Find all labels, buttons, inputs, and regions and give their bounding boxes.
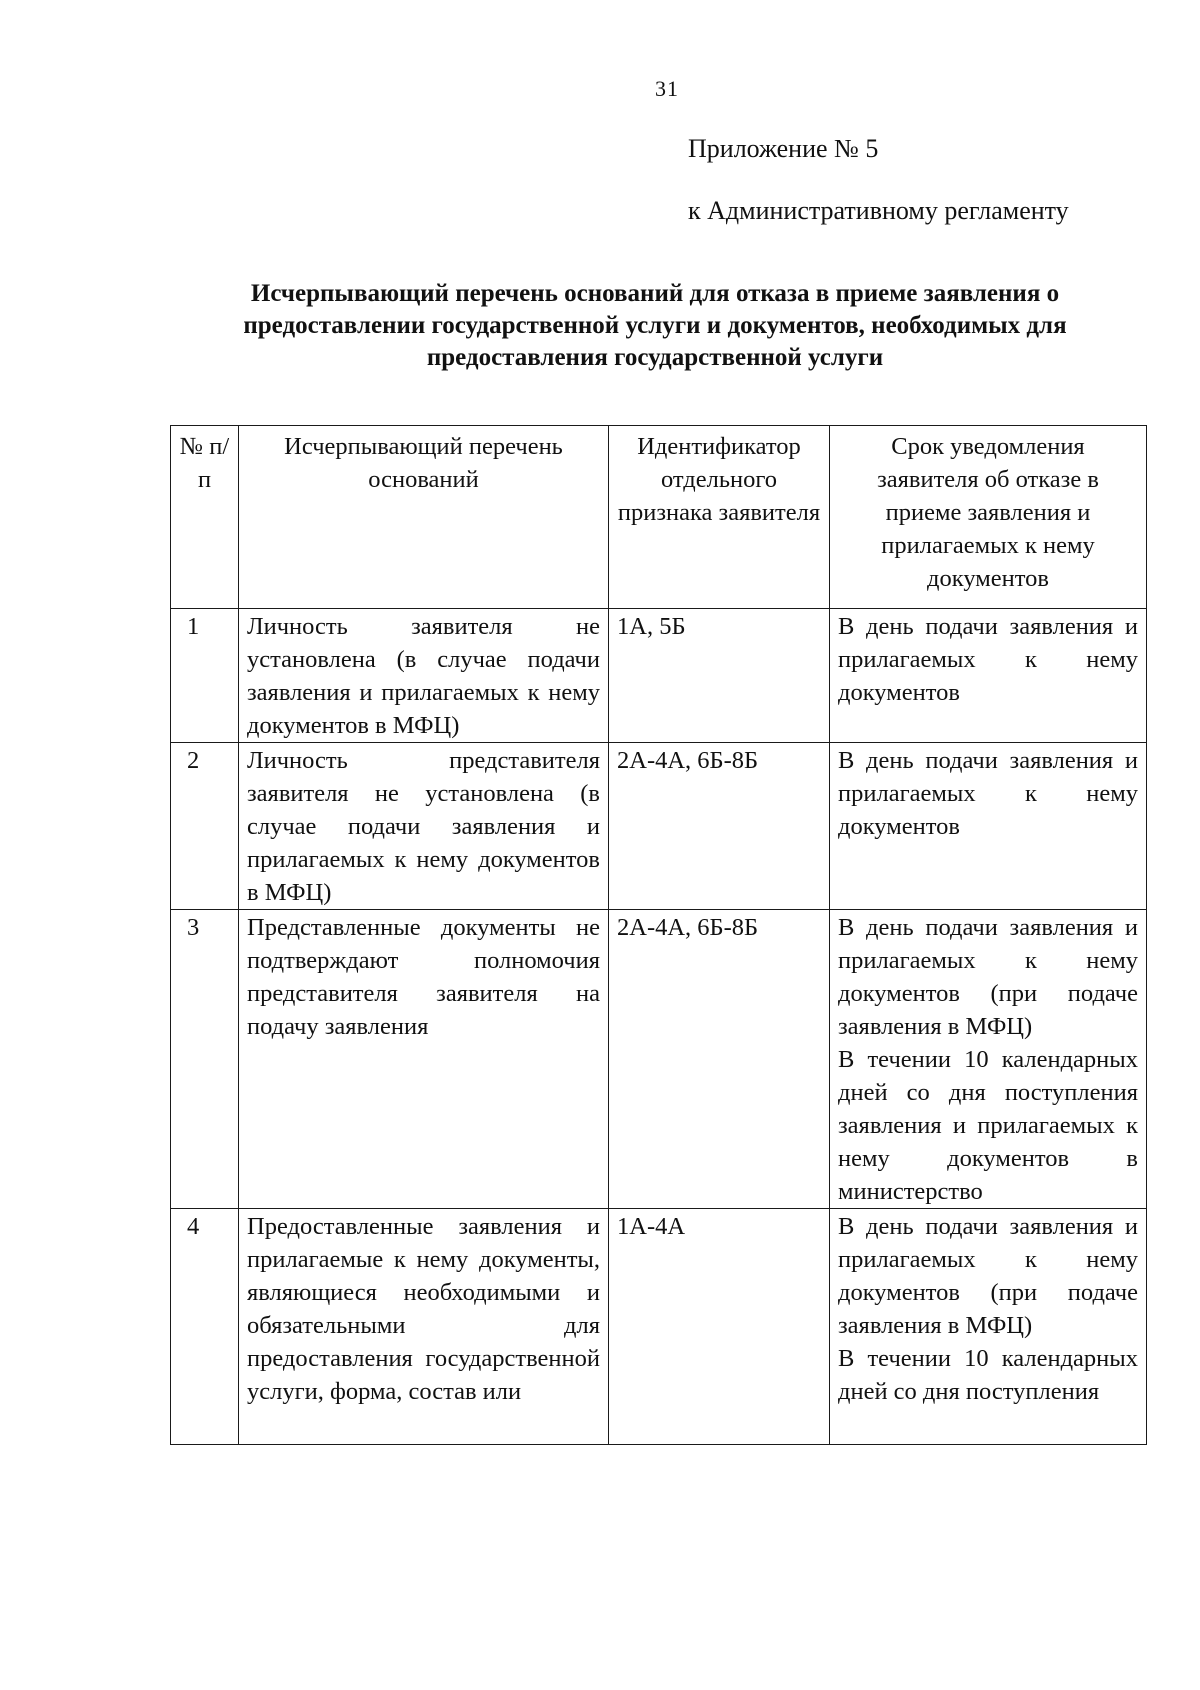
row-term: В день подачи заявления и прилагаемых к нему документов xyxy=(830,743,1147,910)
row-term xyxy=(830,910,1147,1209)
document-heading: Исчерпывающий перечень оснований для отказа в приеме заявления о предоставлении государственной услуги и документов, необходимых для предоставления государственной услуги xyxy=(243,280,1067,371)
table-row xyxy=(171,910,1147,1209)
page-number: 31 xyxy=(655,76,679,101)
table-header-row xyxy=(171,426,1147,609)
header-reasons: Исчерпывающий перечень оснований xyxy=(239,426,609,609)
row-number: 1 xyxy=(171,609,239,743)
table-row xyxy=(171,609,1147,743)
term-paragraph: В течении 10 календарных дней со дня поступления xyxy=(838,1345,1138,1405)
row-reason: Предоставленные заявления и прилагаемые к нему документы, являющиеся необходимыми и обязательными для предоставления государственной услуги, форма, состав или xyxy=(239,1209,609,1445)
row-identifier: 2А-4А, 6Б-8Б xyxy=(609,910,830,1209)
row-number: 4 xyxy=(171,1209,239,1445)
header-notification-term: Срок уведомления заявителя об отказе в приеме заявления и прилагаемых к нему документов xyxy=(830,426,1147,609)
row-identifier: 2А-4А, 6Б-8Б xyxy=(609,743,830,910)
row-term: В день подачи заявления и прилагаемых к нему документов xyxy=(830,609,1147,743)
appendix-subtitle: к Административному регламенту xyxy=(688,196,1069,225)
appendix-title: Приложение № 5 xyxy=(688,134,879,163)
term-paragraph: В течении 10 календарных дней со дня поступления заявления и прилагаемых к нему документов в министерство xyxy=(838,1046,1138,1205)
table-row xyxy=(171,1209,1147,1445)
row-term xyxy=(830,1209,1147,1445)
row-reason: Личность представителя заявителя не установлена (в случае подачи заявления и прилагаемых к нему документов в МФЦ) xyxy=(239,743,609,910)
row-identifier: 1А, 5Б xyxy=(609,609,830,743)
row-reason: Представленные документы не подтверждают полномочия представителя заявителя на подачу заявления xyxy=(239,910,609,1209)
row-reason: Личность заявителя не установлена (в случае подачи заявления и прилагаемых к нему документов в МФЦ) xyxy=(239,609,609,743)
row-identifier: 1А-4А xyxy=(609,1209,830,1445)
header-number: № п/п xyxy=(171,426,239,609)
row-number: 3 xyxy=(171,910,239,1209)
table-row xyxy=(171,743,1147,910)
term-paragraph: В день подачи заявления и прилагаемых к нему документов (при подаче заявления в МФЦ) xyxy=(838,1213,1138,1339)
term-paragraph: В день подачи заявления и прилагаемых к нему документов (при подаче заявления в МФЦ) xyxy=(838,914,1138,1040)
row-number: 2 xyxy=(171,743,239,910)
refusal-grounds-table xyxy=(170,425,1147,1445)
header-identifier: Идентификатор отдельного признака заявителя xyxy=(609,426,830,609)
